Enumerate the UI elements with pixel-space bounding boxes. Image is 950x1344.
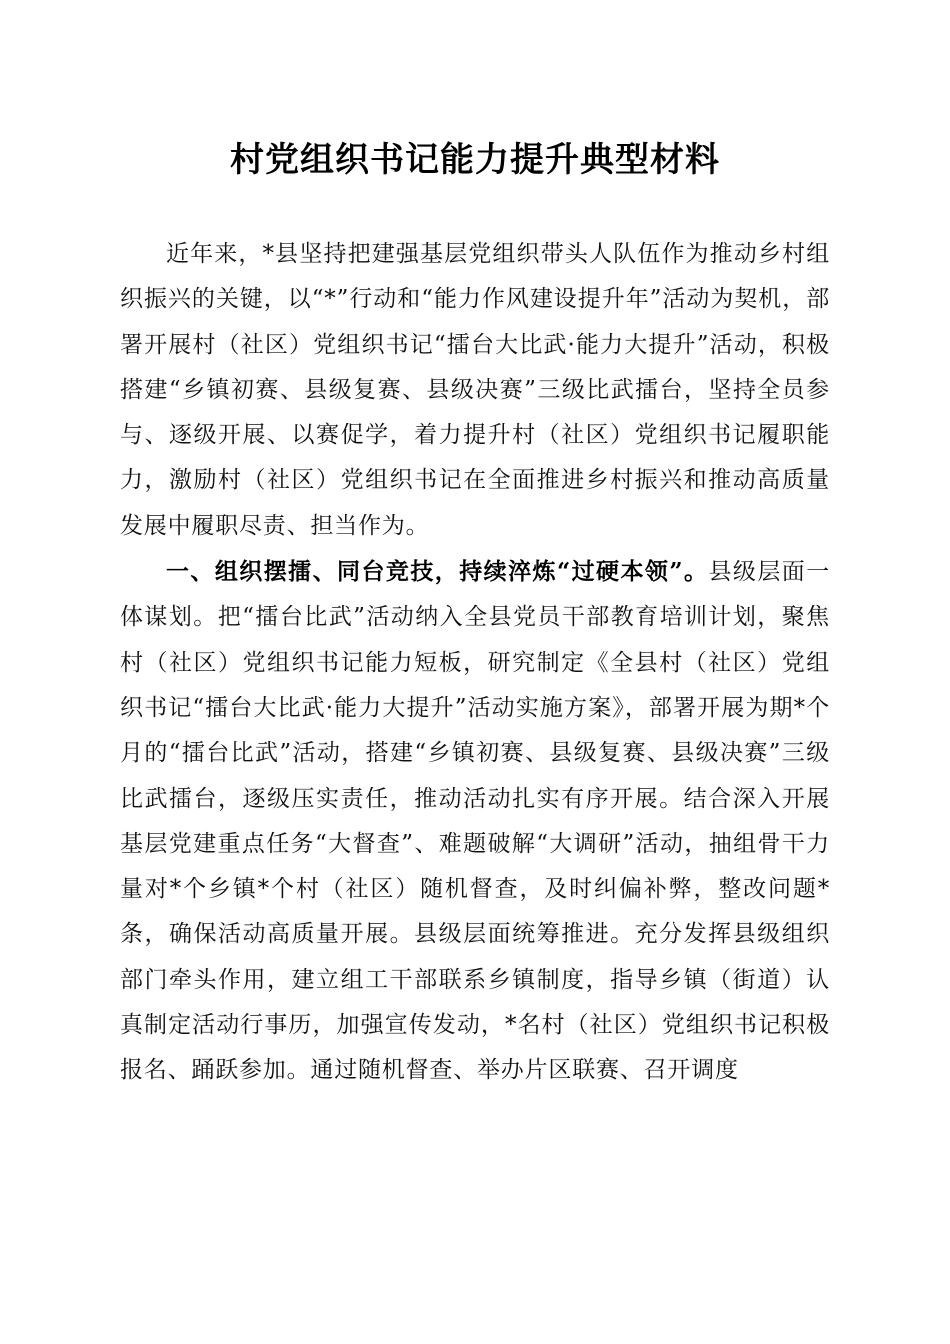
section-one-heading: 一、组织摆擂、同台竞技，持续淬炼“过硬本领”。 (166, 558, 709, 586)
intro-paragraph-text: 近年来，*县坚持把建强基层党组织带头人队伍作为推动乡村组织振兴的关键，以“*”行动和“能力作风建设提升年”活动为契机，部署开展村（社区）党组织书记“擂台大比武·能力大提升”活动，积极搭建“乡镇初赛、县级复赛、县级决赛”三级比武擂台，坚持全员参与、逐级开展、以赛促学，着力提升村（社区）党组织书记履职能力，激励村（社区）党组织书记在全面推进乡村振兴和推动高质量发展中履职尽责、担当作为。 (120, 241, 830, 539)
document-body (120, 232, 830, 1094)
intro-paragraph (120, 232, 830, 549)
section-one-text: 县级层面一体谋划。把“擂台比武”活动纳入全县党员干部教育培训计划，聚焦村（社区）党组织书记能力短板，研究制定《全县村（社区）党组织书记“擂台大比武·能力大提升”活动实施方案》，部署开展为期*个月的“擂台比武”活动，搭建“乡镇初赛、县级复赛、县级决赛”三级比武擂台，逐级压实责任，推动活动扎实有序开展。结合深入开展基层党建重点任务“大督查”、难题破解“大调研”活动，抽组骨干力量对*个乡镇*个村（社区）随机督查，及时纠偏补弊，整改问题*条，确保活动高质量开展。县级层面统筹推进。充分发挥县级组织部门牵头作用，建立组工干部联系乡镇制度，指导乡镇（街道）认真制定活动行事历，加强宣传发动，*名村（社区）党组织书记积极报名、踊跃参加。通过随机督查、举办片区联赛、召开调度 (120, 559, 831, 1084)
section-one-paragraph (120, 549, 830, 1094)
document-title: 村党组织书记能力提升典型材料 (230, 140, 720, 180)
